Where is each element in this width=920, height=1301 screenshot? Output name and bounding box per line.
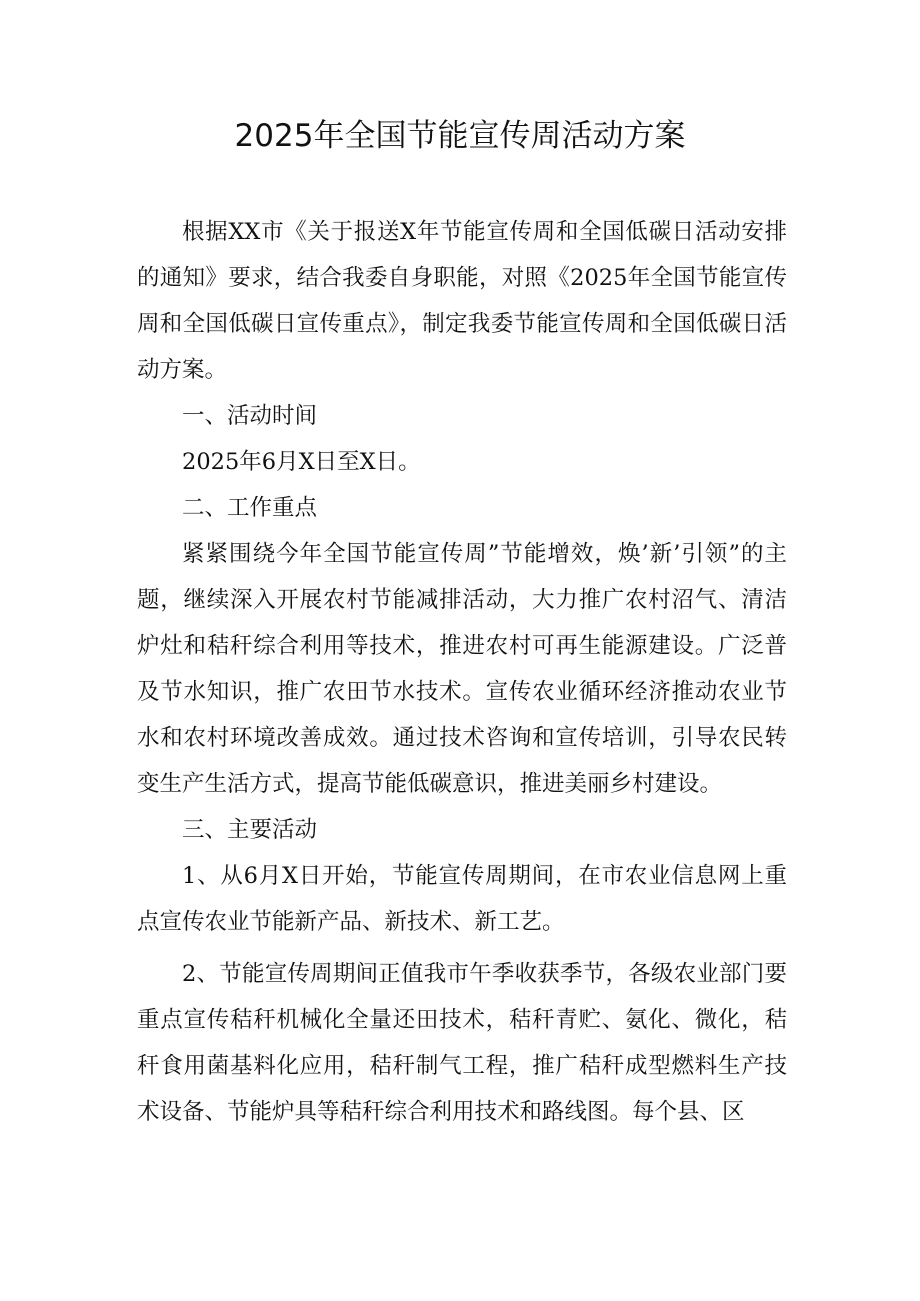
document-body	[137, 209, 787, 1135]
section-heading-time: 一、活动时间	[182, 403, 318, 429]
activity-item-1: 1、从6月X日开始，节能宣传周期间，在市农业信息网上重点宣传农业节能新产品、新技术、新工艺。	[137, 863, 787, 935]
document-title: 2025年全国节能宣传周活动方案	[234, 118, 686, 154]
activity-item-2: 2、节能宣传周期间正值我市午季收获季节，各级农业部门要重点宣传秸秆机械化全量还田技术，秸秆青贮、氨化、微化，秸秆食用菌基料化应用，秸秆制气工程，推广秸秆成型燃料生产技术设备、节能炉具等秸秆综合利用技术和路线图。每个县、区	[137, 961, 787, 1125]
activity-date: 2025年6月X日至X日。	[182, 449, 421, 475]
section-heading-activities: 三、主要活动	[182, 817, 318, 843]
intro-paragraph: 根据XX市《关于报送X年节能宣传周和全国低碳日活动安排的通知》要求，结合我委自身职能，对照《2025年全国节能宣传周和全国低碳日宣传重点》，制定我委节能宣传周和全国低碳日活动方案。	[137, 219, 787, 383]
focus-paragraph: 紧紧围绕今年全国节能宣传周”节能增效，焕’新’引领”的主题，继续深入开展农村节能减排活动，大力推广农村沼气、清洁炉灶和秸秆综合利用等技术，推进农村可再生能源建设。广泛普及节水知识，推广农田节水技术。宣传农业循环经济推动农业节水和农村环境改善成效。通过技术咨询和宣传培训，引导农民转变生产生活方式，提高节能低碳意识，推进美丽乡村建设。	[137, 541, 787, 797]
section-heading-focus: 二、工作重点	[182, 495, 318, 521]
